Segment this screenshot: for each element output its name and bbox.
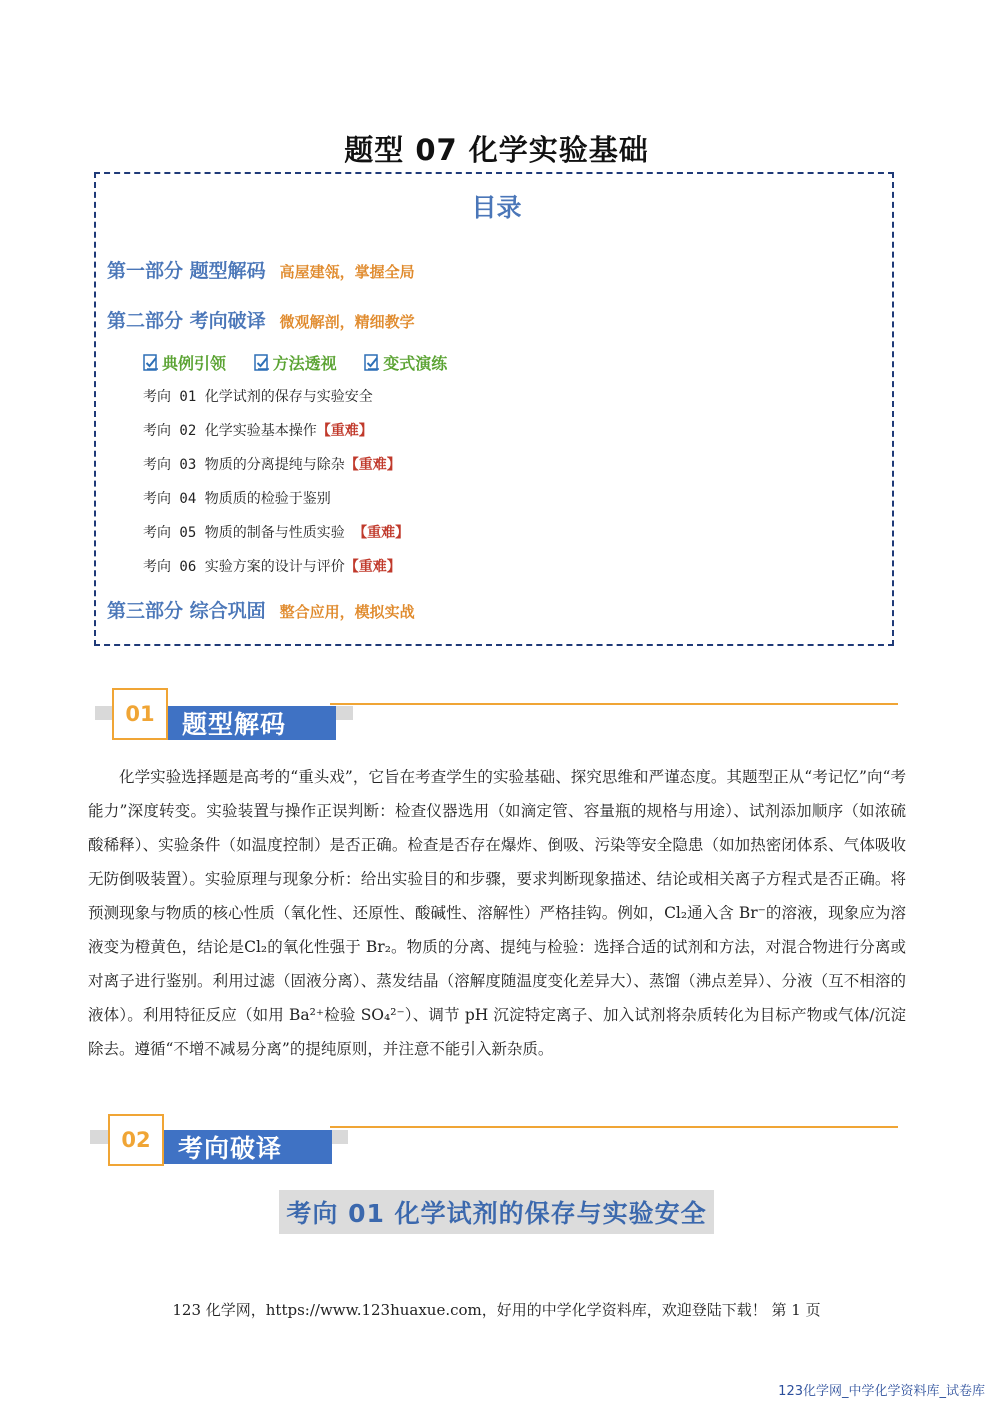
toc-item-text: 考向 03 物质的分离提纯与除杂 — [143, 457, 345, 473]
toc-tools — [143, 351, 469, 376]
toc-part-subtitle: 微观解剖，精细教学 — [279, 313, 415, 331]
difficulty-mark: 【重难】 — [344, 457, 401, 473]
toc-item-3[interactable] — [143, 454, 401, 474]
toc-part-label: 第一部分 题型解码 — [107, 260, 266, 282]
checklist-icon — [364, 354, 380, 372]
toc-part-2[interactable] — [107, 306, 415, 333]
toc-heading: 目录 — [471, 193, 522, 222]
section-2-label: 考向破译 — [164, 1130, 332, 1164]
toc-part-3[interactable] — [107, 596, 415, 623]
tool-label: 典例引领 — [162, 354, 227, 373]
toc-part-subtitle: 高屋建瓴，掌握全局 — [279, 263, 415, 281]
section-1-number: 01 — [112, 688, 168, 740]
toc-item-1[interactable] — [143, 386, 373, 406]
toc-item-text: 考向 01 化学试剂的保存与实验安全 — [143, 389, 373, 405]
toc-item-6[interactable] — [143, 556, 401, 576]
document-title: 题型 07 化学实验基础 — [344, 133, 649, 167]
toc-part-label: 第三部分 综合巩固 — [107, 600, 266, 622]
toc-item-4[interactable] — [143, 488, 331, 508]
difficulty-mark: 【重难】 — [353, 525, 410, 541]
toc-item-5[interactable] — [143, 522, 409, 542]
tool-practice[interactable] — [364, 351, 447, 374]
tool-method[interactable] — [254, 351, 337, 374]
toc-part-1[interactable] — [107, 256, 415, 283]
section-divider-line — [330, 703, 898, 705]
page-footer: 123 化学网，https://www.123huaxue.com，好用的中学化学资料库，欢迎登陆下载！ 第 1 页 — [172, 1301, 821, 1319]
toc-item-text: 考向 04 物质质的检验于鉴别 — [143, 491, 331, 507]
toc-item-text: 考向 05 物质的制备与性质实验 — [143, 525, 354, 541]
difficulty-mark: 【重难】 — [316, 423, 373, 439]
toc-item-2[interactable] — [143, 420, 373, 440]
topic-heading: 考向 01 化学试剂的保存与实验安全 — [279, 1190, 714, 1234]
checklist-icon — [254, 354, 270, 372]
tool-example[interactable] — [143, 351, 226, 374]
section-2-number: 02 — [108, 1114, 164, 1166]
watermark-text: 123化学网_中学化学资料库_试卷库 — [778, 1384, 985, 1399]
tool-label: 变式演练 — [383, 354, 448, 373]
toc-part-subtitle: 整合应用，模拟实战 — [279, 603, 415, 621]
difficulty-mark: 【重难】 — [344, 559, 401, 575]
toc-part-label: 第二部分 考向破译 — [107, 310, 266, 332]
checklist-icon — [143, 354, 159, 372]
toc-item-text: 考向 06 实验方案的设计与评价 — [143, 559, 345, 575]
section-1-label: 题型解码 — [168, 706, 336, 740]
section-divider-line — [330, 1126, 898, 1128]
toc-item-text: 考向 02 化学实验基本操作 — [143, 423, 317, 439]
body-paragraph: 化学实验选择题是高考的“重头戏”，它旨在考查学生的实验基础、探究思维和严谨态度。其题型正从“考记忆”向“考能力”深度转变。实验装置与操作正误判断：检查仪器选用（如滴定管、容量瓶的规格与用途）、试剂添加顺序（如浓硫酸稀释）、实验条件（如温度控制）是否正确。检查是否存在爆炸、倒吸、污染等安全隐患（如加热密闭体系、气体吸收无防倒吸装置）。实验原理与现象分析：给出实验目的和步骤，要求判断现象描述、结论或相关离子方程式是否正确。将预测现象与物质的核心性质（氧化性、还原性、酸碱性、溶解性）严格挂钩。例如，Cl₂通入含 Br⁻的溶液，现象应为溶液变为橙黄色，结论是Cl₂的氧化性强于 Br₂。物质的分离、提纯与检验：选择合适的试剂和方法，对混合物进行分离或对离子进行鉴别。利用过滤（固液分离）、蒸发结晶（溶解度随温度变化差异大）、蒸馏（沸点差异）、分液（互不相溶的液体）。利用特征反应（如用 Ba²⁺检验 SO₄²⁻）、调节 pH 沉淀特定离子、加入试剂将杂质转化为目标产物或气体/沉淀除去。遵循“不增不减易分离”的提纯原则，并注意不能引入新杂质。 — [88, 768, 906, 1058]
tool-label: 方法透视 — [272, 354, 337, 373]
